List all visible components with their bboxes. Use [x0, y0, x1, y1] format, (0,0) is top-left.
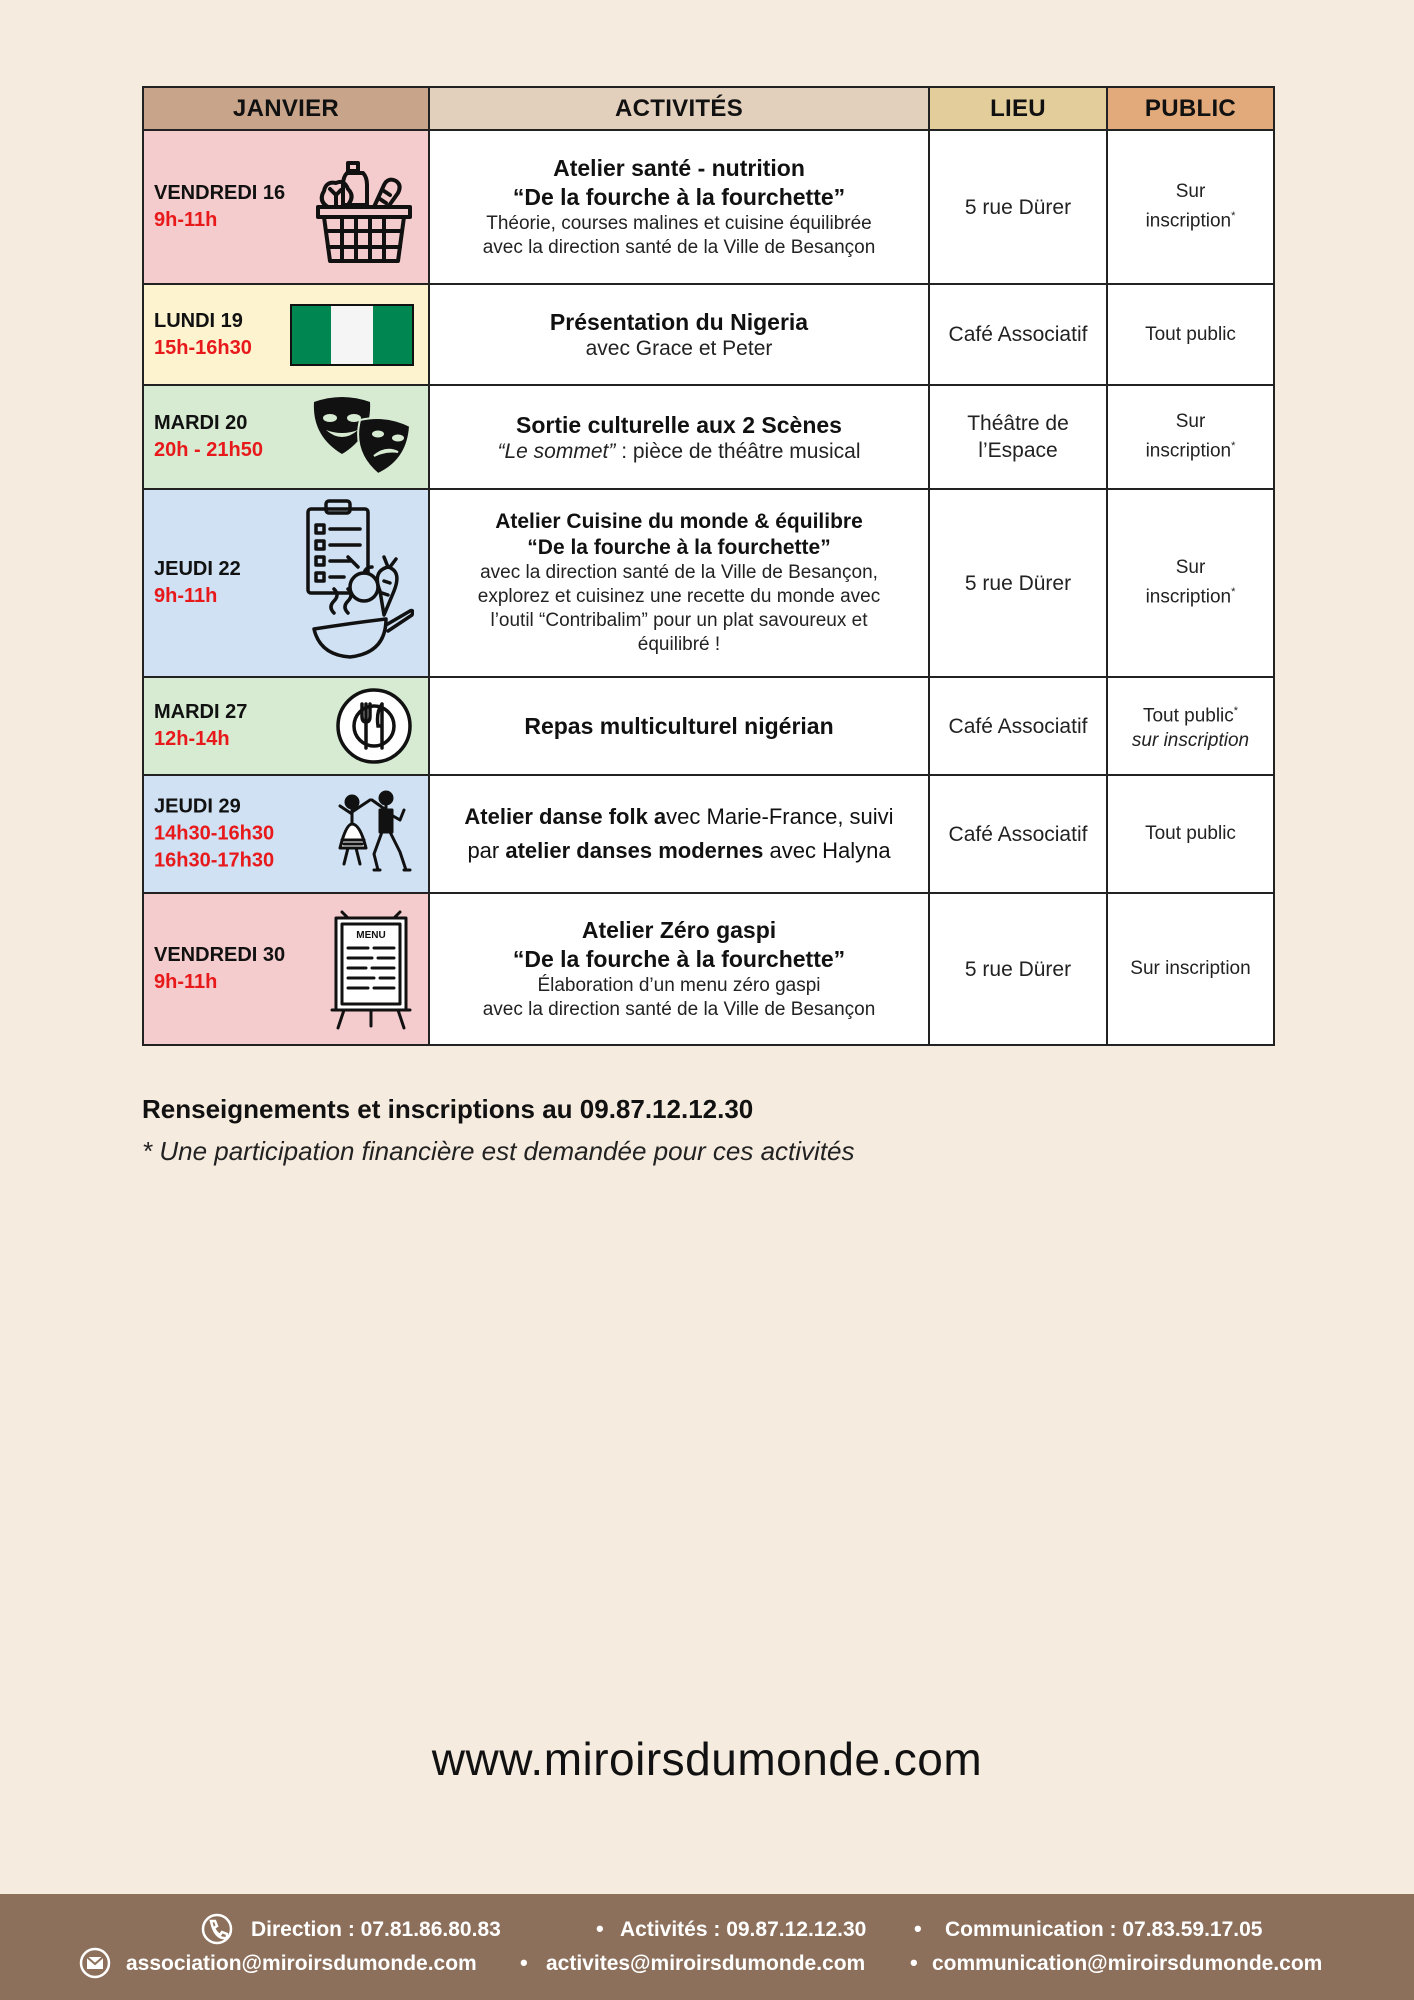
header-audience: PUBLIC: [1107, 87, 1274, 130]
activity-cell: [429, 385, 929, 489]
header-place: LIEU: [929, 87, 1107, 130]
activity-line: par atelier danses modernes avec Halyna: [467, 838, 891, 863]
activity-cell: [429, 677, 929, 775]
audience-line: inscription*: [1145, 586, 1236, 608]
day-label: MARDI 27: [154, 701, 248, 723]
separator: •: [520, 1950, 528, 1975]
plate-cutlery-icon: [334, 686, 414, 766]
date-cell: [143, 385, 429, 489]
audience-line: Sur: [1175, 411, 1206, 433]
place-cell: 5 rue Dürer: [929, 489, 1107, 677]
activity-cell: [429, 775, 929, 893]
activity-description: l’outil “Contribalim” pour un plat savoureux et: [490, 610, 868, 631]
activity-description: avec la direction santé de la Ville de Besançon,: [480, 562, 878, 583]
activity-subtitle: “De la fourche à la fourchette”: [512, 946, 846, 972]
separator: •: [596, 1916, 604, 1941]
audience-cell: [1107, 489, 1274, 677]
place-cell: Café Associatif: [929, 775, 1107, 893]
activites-phone[interactable]: Activités : 09.87.12.12.30: [620, 1918, 867, 1941]
table-row: [143, 893, 1274, 1045]
time-label: 20h - 21h50: [154, 439, 263, 461]
info-title: Renseignements et inscriptions au 09.87.12.12.30: [142, 1094, 754, 1124]
info-note: * Une participation financière est demandée pour ces activités: [142, 1136, 855, 1166]
time-label: 15h-16h30: [154, 336, 252, 359]
place-cell: Café Associatif: [929, 284, 1107, 385]
activity-subtitle: “De la fourche à la fourchette”: [512, 184, 846, 210]
place-cell: Café Associatif: [929, 677, 1107, 775]
activity-description: avec la direction santé de la Ville de Besançon: [482, 999, 876, 1020]
place-line: l’Espace: [978, 439, 1058, 462]
activity-title: Repas multiculturel nigérian: [524, 712, 834, 739]
activity-description: Élaboration d’un menu zéro gaspi: [537, 975, 821, 996]
audience-cell: Tout public: [1107, 775, 1274, 893]
audience-line: Tout public*: [1142, 705, 1239, 727]
place-cell: [929, 385, 1107, 489]
audience-line: Sur: [1175, 557, 1206, 579]
direction-phone[interactable]: Direction : 07.81.86.80.83: [251, 1918, 501, 1941]
grocery-basket-icon: [314, 149, 414, 265]
time-label: 9h-11h: [154, 971, 218, 993]
activity-description: avec la direction santé de la Ville de Besançon: [482, 237, 876, 258]
header-month: JANVIER: [143, 87, 429, 130]
audience-line: Sur: [1175, 181, 1206, 203]
table-row: [143, 677, 1274, 775]
activity-description: “Le sommet” : pièce de théâtre musical: [497, 439, 861, 463]
email-icon: [78, 1946, 112, 1980]
date-cell: [143, 893, 429, 1045]
recipe-cooking-icon: [304, 495, 414, 671]
nigeria-flag-icon: [290, 304, 414, 366]
place-cell: 5 rue Dürer: [929, 893, 1107, 1045]
audience-line: inscription*: [1145, 210, 1236, 232]
table-row: [143, 385, 1274, 489]
date-cell: [143, 284, 429, 385]
table-row: [143, 489, 1274, 677]
audience-line: sur inscription: [1131, 729, 1250, 751]
email-activites[interactable]: activites@miroirsdumonde.com: [546, 1952, 866, 1975]
date-cell: [143, 775, 429, 893]
menu-board-icon: [328, 908, 414, 1030]
header-activities: ACTIVITÉS: [429, 87, 929, 130]
audience-cell: Tout public: [1107, 284, 1274, 385]
time-label: 9h-11h: [154, 585, 218, 607]
table-header-row: [143, 87, 1274, 130]
time-label: 12h-14h: [154, 728, 230, 750]
date-cell: [143, 677, 429, 775]
day-label: MARDI 20: [154, 412, 248, 434]
time-label: 9h-11h: [154, 209, 218, 231]
place-line: Théâtre de: [967, 412, 1069, 435]
table-row: [143, 775, 1274, 893]
dancing-couple-icon: [330, 788, 414, 880]
separator: •: [914, 1916, 922, 1941]
email-association[interactable]: association@miroirsdumonde.com: [126, 1952, 477, 1975]
activity-cell: [429, 489, 929, 677]
audience-cell: [1107, 130, 1274, 284]
separator: •: [910, 1950, 918, 1975]
website-link[interactable]: www.miroirsdumonde.com: [431, 1733, 983, 1785]
day-label: VENDREDI 30: [154, 944, 286, 966]
activity-description: avec Grace et Peter: [585, 337, 773, 360]
audience-line: inscription*: [1145, 440, 1236, 462]
day-label: VENDREDI 16: [154, 182, 286, 204]
day-label: JEUDI 29: [154, 795, 241, 818]
schedule-table: [142, 86, 1275, 1046]
activity-line: Atelier danse folk avec Marie-France, suivi: [464, 804, 894, 829]
footer: [0, 1894, 1414, 2000]
place-cell: 5 rue Dürer: [929, 130, 1107, 284]
communication-phone[interactable]: Communication : 07.83.59.17.05: [945, 1918, 1263, 1941]
audience-cell: Sur inscription: [1107, 893, 1274, 1045]
phone-icon: [200, 1912, 234, 1946]
date-cell: [143, 130, 429, 284]
activity-description: équilibré !: [637, 634, 721, 655]
activity-cell: [429, 284, 929, 385]
activity-cell: [429, 893, 929, 1045]
time-label: 14h30-16h30: [154, 822, 275, 845]
email-communication[interactable]: communication@miroirsdumonde.com: [932, 1952, 1323, 1975]
activity-description: explorez et cuisinez une recette du monde avec: [477, 586, 881, 607]
audience-cell: [1107, 385, 1274, 489]
theater-masks-icon: [310, 396, 414, 478]
activity-title: Présentation du Nigeria: [549, 309, 809, 335]
activity-description: Théorie, courses malines et cuisine équilibrée: [486, 213, 872, 234]
table-row: [143, 130, 1274, 284]
activity-title: Atelier Zéro gaspi: [581, 917, 777, 943]
activity-cell: [429, 130, 929, 284]
audience-cell: [1107, 677, 1274, 775]
day-label: JEUDI 22: [154, 558, 241, 580]
svg-text:MENU: MENU: [356, 930, 386, 941]
date-cell: [143, 489, 429, 677]
table-row: [143, 284, 1274, 385]
time-label: 16h30-17h30: [154, 849, 275, 872]
activity-title: Atelier Cuisine du monde & équilibre: [495, 510, 863, 533]
activity-title: Sortie culturelle aux 2 Scènes: [516, 411, 842, 438]
day-label: LUNDI 19: [154, 309, 243, 332]
activity-title: Atelier santé - nutrition: [553, 155, 805, 181]
activity-subtitle: “De la fourche à la fourchette”: [527, 536, 831, 559]
